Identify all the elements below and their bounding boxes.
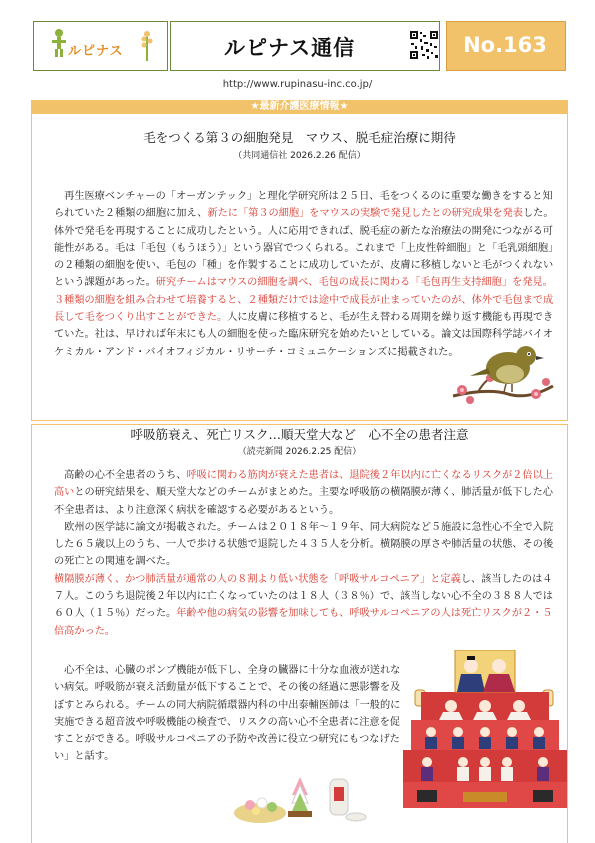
article1-highlight-2: 研究チームはマウスの細胞を調べ、毛包の成長に関わる「毛包再生支持細胞」を発見。３種類の細胞を組み合わせて培養すると、２種類だけでは途中で成長が止まっていたのが、体外で毛包まで成長して毛をつくり出すことができた。 [54,277,554,324]
article2-text-c: し、該当したのは４７人。このうち退院後２年以内に亡くなっていたのは１８人（３８％）で、該当しない心不全の３８８人では６０人（１５％）だった。 [54,573,553,620]
hina-dolls-display-icon [403,650,568,810]
article2-paragraph-4: 心不全は、心臓のポンプ機能が低下し、全身の臓器に十分な血液が送れない病気。呼吸筋が衰え活動量が低下することで、その後の経過に悪影響を及ぼすとみられる。チームの同大病院循環器内科の中出泰輔医師は「一般的に実施できる超音波や呼吸機能の検査で、リスクの高い心不全患者に注意を促すことができる。呼吸サルコペニアの予防や改善に役立つ研究にもつなげたい」と話す。 [54,665,401,763]
bird-on-plum-branch-icon [448,338,558,408]
article2-paragraph-2: 欧州の医学誌に論文が掲載された。チームは２０１８年～１９年、同大病院など５施設に急性心不全で入院した６５歳以上のうち、一人で歩ける状態で退院した４３５人を分析。横隔膜の厚さや肺活量の状態、その後の死亡との関連を調べた。 [54,521,554,568]
qr-code-icon[interactable] [409,30,439,60]
article2-highlight-2: 横隔膜が薄く、かつ肺活量が通常の人の８割より低い状態を「呼吸サルコペニア」と定義 [54,573,461,585]
article2-text-b: との研究結果を、順天堂大などのチームがまとめた。主要な呼吸筋の横隔膜が薄く、肺活量が低下した心不全患者は、より注意深く病状を確認する必要があるという。 [54,487,553,516]
article2-body-top [54,467,554,640]
issue-number: No.163 [463,33,547,57]
section-label: ★最新介護医療情報★ [31,100,568,114]
lupinus-flower-icon [140,29,154,61]
article2-headline: 呼吸筋衰え、死亡リスク…順天堂大など 心不全の患者注意 [130,427,469,442]
newsletter-title: ルピナス通信 [224,36,356,60]
article2-body-bottom [54,662,409,766]
article2-text-a: 高齢の心不全患者のうち、 [54,470,187,481]
article1-text-c: 人に皮膚に移植すると、毛が生え替わる周期を繰り返す機能も再現できていた。社は、早ければ年末にも人の細胞を使った臨床研究を始めたいとしている。論文は国際科学誌バイオケミカル・アンド・バイオフィジカル・リサーチ・コミュニケーションズに掲載された。 [54,312,554,358]
website-url[interactable]: http://www.rupinasu-inc.co.jp/ [222,79,373,90]
article1-highlight-1: 新たに「第３の細胞」をマウスの実験で発見したとの研究成果を発表 [207,208,523,220]
lupinus-logo-icon [49,28,69,58]
article2-source: （読売新聞 2026.2.25 配信） [237,447,362,457]
article1-headline: 毛をつくる第３の細胞発見 マウス、脱毛症治療に期待 [143,130,456,145]
article1-source: （共同通信社 2026.2.26 配信） [233,151,366,161]
logo-text: ルピナス [68,44,124,59]
article1-text-a: 再生医療ベンチャーの「オーガンテック」と理化学研究所は２５日、毛をつくるのに重要な働きをすると知られていた２種類の細胞に加え、 [54,191,553,220]
article2-highlight-3: 年齢や他の病気の影響を加味しても、呼吸サルコペニアの人は死亡リスクが２・５倍高かった。 [54,608,553,637]
article2-highlight-1: 呼吸に関わる筋肉が衰えた患者は、退院後２年以内に亡くなるリスクが２倍以上高い [54,470,553,499]
article1-text-b: した。体外で発毛を再現することに成功したという。人に応用できれば、脱毛症の新たな治療法の開発につながる可能性がある。毛は「毛包（もうほう）」という器官でつくられる。これまで「上皮性幹細胞」と「毛乳頭細胞」の２種類の細胞を使い、毛包の「種」を作製することに成功していたが、皮膚に移植しないと毛がつくれないという課題があった。 [54,208,554,289]
hina-arare-and-sake-icon [230,765,370,830]
article1-body [54,188,554,361]
